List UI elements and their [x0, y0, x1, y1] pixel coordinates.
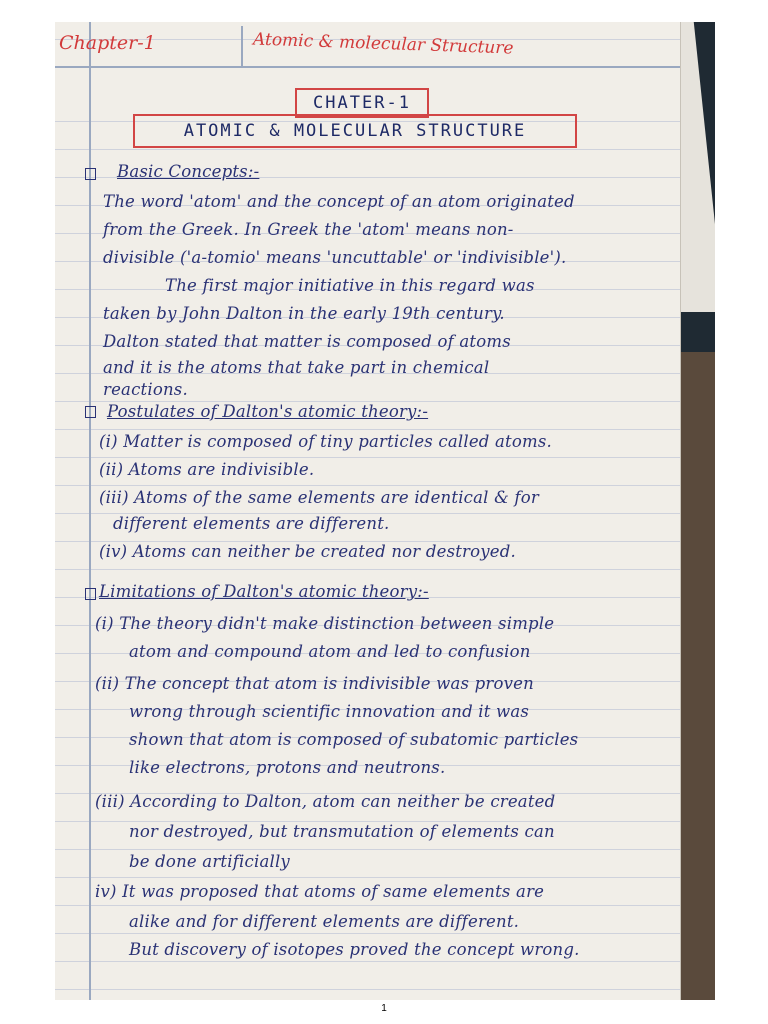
text-line: (i) Matter is composed of tiny particles called atoms. — [99, 432, 552, 451]
notebook-page — [55, 22, 681, 1000]
text-line: (iii) Atoms of the same elements are identical & for — [99, 488, 539, 507]
header-chapter: Chapter-1 — [59, 32, 156, 54]
text-line: be done artificially — [129, 852, 290, 871]
text-line: The first major initiative in this regard was — [165, 276, 535, 295]
text-line: (i) The theory didn't make distinction between simple — [95, 614, 555, 633]
text-line: atom and compound atom and led to confusion — [129, 642, 531, 661]
section-checkbox-basic — [85, 168, 96, 180]
heading-limitations: Limitations of Dalton's atomic theory:- — [99, 582, 429, 601]
section-checkbox-limitations — [85, 588, 96, 600]
notebook-photo — [55, 22, 715, 1000]
text-line: Dalton stated that matter is composed of atoms — [103, 332, 511, 351]
text-line: reactions. — [103, 380, 188, 399]
page-number: 1 — [381, 1003, 387, 1014]
text-line: shown that atom is composed of subatomic particles — [129, 730, 579, 749]
text-line: taken by John Dalton in the early 19th century. — [103, 304, 505, 323]
heading-postulates: Postulates of Dalton's atomic theory:- — [107, 402, 429, 421]
heading-basic-concepts: Basic Concepts:- — [117, 162, 260, 181]
header-title: Atomic & molecular Structure — [252, 29, 514, 59]
text-line: The word 'atom' and the concept of an atom originated — [103, 192, 575, 211]
header-rule — [55, 66, 680, 68]
text-line: different elements are different. — [113, 514, 390, 533]
text-line: like electrons, protons and neutrons. — [129, 758, 446, 777]
text-line: nor destroyed, but transmutation of elements can — [129, 822, 555, 841]
text-line: from the Greek. In Greek the 'atom' means non- — [103, 220, 514, 239]
title-box-heading: ATOMIC & MOLECULAR STRUCTURE — [133, 114, 577, 148]
header-separator — [241, 26, 243, 66]
text-line: (iv) Atoms can neither be created nor destroyed. — [99, 542, 516, 561]
text-line: iv) It was proposed that atoms of same elements are — [95, 882, 545, 901]
text-line: But discovery of isotopes proved the concept wrong. — [129, 940, 580, 959]
text-line: alike and for different elements are different. — [129, 912, 520, 931]
text-line: wrong through scientific innovation and it was — [129, 702, 530, 721]
text-line: (iii) According to Dalton, atom can neither be created — [95, 792, 556, 811]
text-line: divisible ('a-tomio' means 'uncuttable' or 'indivisible'). — [103, 248, 567, 267]
text-line: (ii) The concept that atom is indivisible was proven — [95, 674, 534, 693]
title-box-chapter: CHATER-1 — [295, 88, 429, 118]
text-line: (ii) Atoms are indivisible. — [99, 460, 315, 479]
section-checkbox-postulates — [85, 406, 96, 418]
text-line: and it is the atoms that take part in chemical — [103, 358, 490, 377]
